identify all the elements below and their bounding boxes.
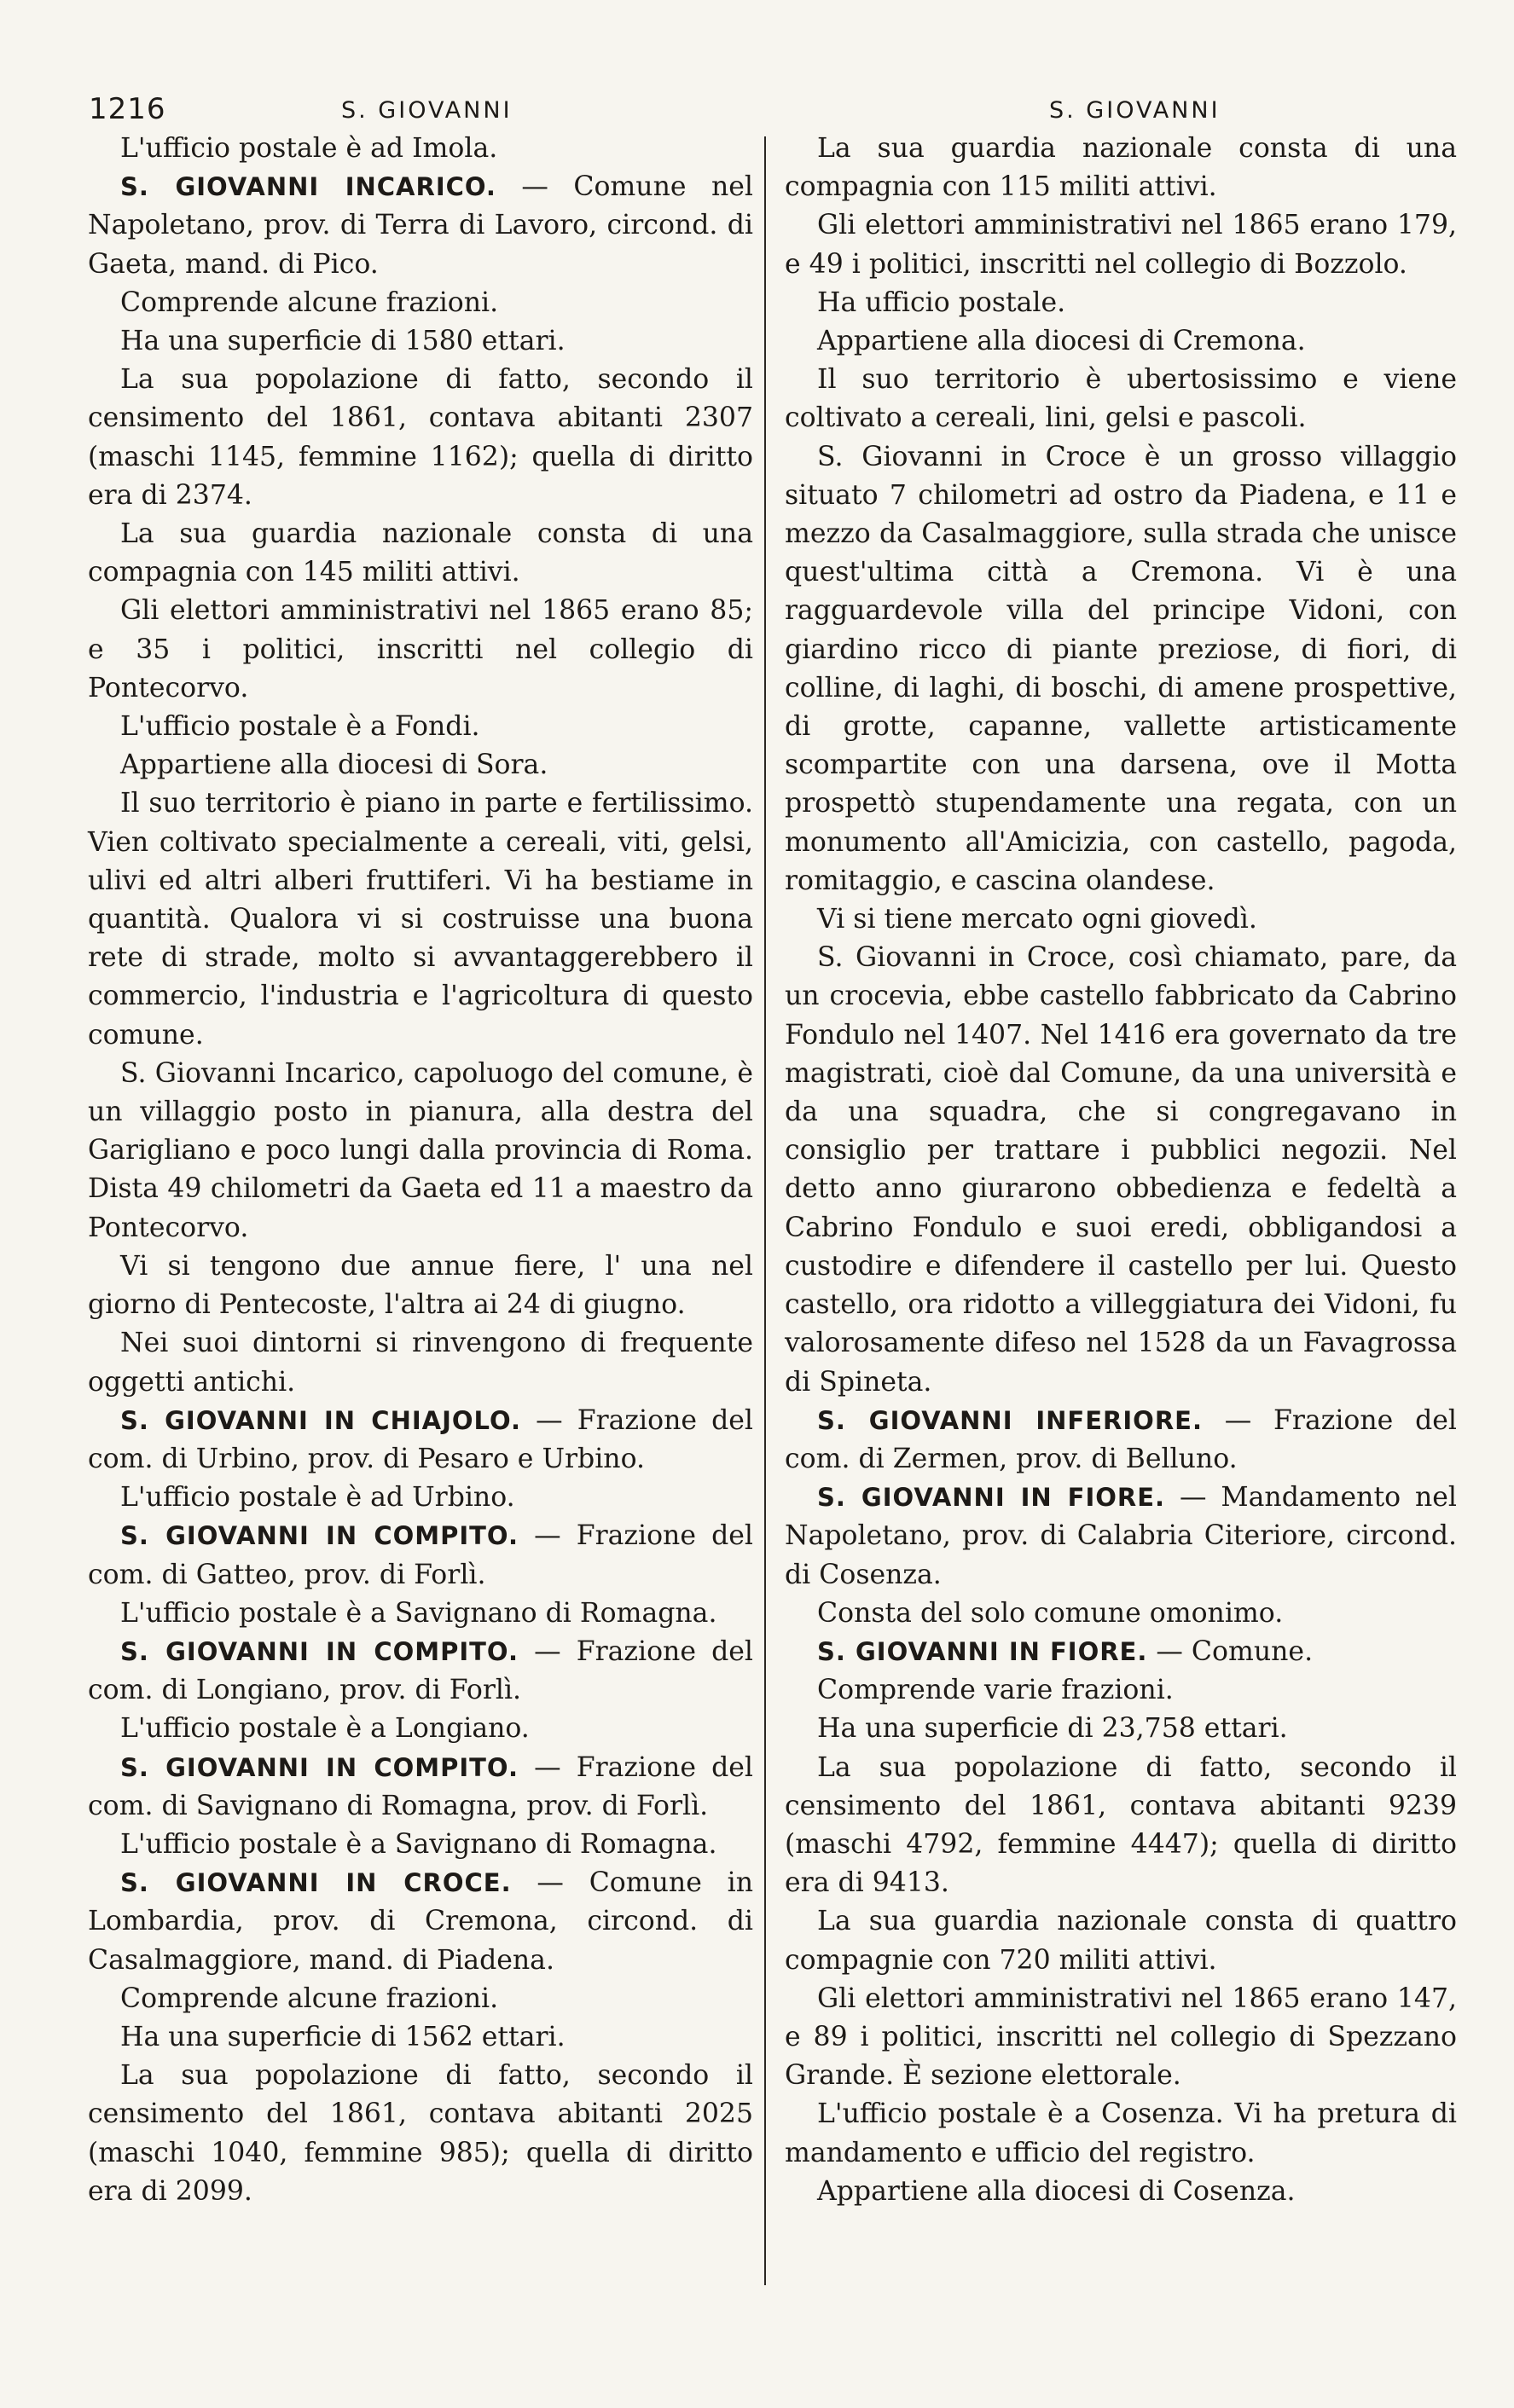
paragraph bbox=[88, 130, 753, 168]
paragraph bbox=[88, 284, 753, 322]
paragraph bbox=[785, 2173, 1457, 2211]
paragraph-text: — Mandamento nel Napoletano, prov. di Calabria Citeriore, circond. di Cosenza. bbox=[785, 1482, 1457, 1590]
paragraph-text: S. Giovanni in Croce è un grosso villaggio situato 7 chilometri ad ostro da Piadena, e 11 e mezzo da Casalmaggiore, sulla strada che unisce quest'ultima città a Cremona. Vi è una ragguardevole villa del principe Vidoni, con giardino ricco di piante preziose, di fiori, di colline, di laghi, di boschi, di amene prospettive, di grotte, capanne, vallette artisticamente scompartite con una darsena, ove il Motta prospettò stupendamente una regata, con un monumento all'Amicizia, con castello, pagoda, romitaggio, e cascina olandese. bbox=[785, 441, 1457, 896]
page-header bbox=[0, 92, 1514, 131]
paragraph-text: Il suo territorio è piano in parte e fertilissimo. Vien coltivato specialmente a cereali, viti, gelsi, ulivi ed altri alberi fruttiferi. Vi ha bestiame in quantità. Qualora vi si costruisse una buona rete di strade, molto si avvantaggerebbero il commercio, l'industria e l'agricoltura di questo comune. bbox=[88, 788, 753, 1051]
paragraph-text: La sua popolazione di fatto, secondo il censimento del 1861, contava abitanti 9239 (maschi 4792, femmine 4447); quella di diritto era di 9413. bbox=[785, 1751, 1457, 1899]
paragraph bbox=[88, 1710, 753, 1748]
paragraph bbox=[88, 2057, 753, 2211]
paragraph bbox=[785, 1710, 1457, 1748]
paragraph-text: — Frazione del com. di Savignano di Romagna, prov. di Forlì. bbox=[88, 1751, 753, 1821]
paragraph-text: — Frazione del com. di Gatteo, prov. di Forlì. bbox=[88, 1520, 753, 1590]
paragraph bbox=[88, 1324, 753, 1401]
entry-paragraph bbox=[785, 1402, 1457, 1479]
paragraph-text: Il suo territorio è ubertosissimo e viene coltivato a cereali, lini, gelsi e pascoli. bbox=[785, 364, 1457, 434]
paragraph-text: L'ufficio postale è ad Imola. bbox=[120, 133, 498, 164]
paragraph-text: Vi si tengono due annue fiere, l' una nel giorno di Pentecoste, l'altra ai 24 di giugno. bbox=[88, 1250, 753, 1321]
entry-paragraph bbox=[785, 1479, 1457, 1595]
running-head-right: S. GIOVANNI bbox=[1049, 97, 1221, 124]
paragraph-text: Ha ufficio postale. bbox=[817, 287, 1066, 318]
paragraph bbox=[785, 2095, 1457, 2172]
paragraph bbox=[88, 2018, 753, 2057]
left-column bbox=[88, 130, 753, 2211]
paragraph-text: L'ufficio postale è a Longiano. bbox=[120, 1713, 530, 1745]
paragraph bbox=[88, 515, 753, 592]
paragraph bbox=[88, 708, 753, 746]
paragraph-text: L'ufficio postale è a Fondi. bbox=[120, 711, 480, 743]
paragraph-text: Comprende varie frazioni. bbox=[817, 1675, 1174, 1706]
paragraph-text: La sua guardia nazionale consta di una compagnia con 145 militi attivi. bbox=[88, 518, 753, 588]
paragraph-text: La sua popolazione di fatto, secondo il censimento del 1861, contava abitanti 2307 (maschi 1145, femmine 1162); quella di diritto era di 2374. bbox=[88, 364, 753, 511]
entry-paragraph bbox=[88, 1517, 753, 1594]
paragraph bbox=[785, 1749, 1457, 1903]
paragraph-text: — Comune in Lombardia, prov. di Cremona, circond. di Casalmaggiore, mand. di Piadena. bbox=[88, 1867, 753, 1976]
paragraph-text: Nei suoi dintorni si rinvengono di frequente oggetti antichi. bbox=[88, 1328, 753, 1398]
entry-paragraph bbox=[88, 1864, 753, 1980]
paragraph-text: Gli elettori amministrativi nel 1865 erano 85; e 35 i politici, inscritti nel collegio di Pontecorvo. bbox=[88, 595, 753, 703]
running-head-left: S. GIOVANNI bbox=[341, 97, 513, 124]
paragraph bbox=[88, 592, 753, 708]
entry-title: S. GIOVANNI IN CROCE. bbox=[120, 1868, 512, 1898]
paragraph-text: Gli elettori amministrativi nel 1865 erano 179, e 49 i politici, inscritti nel collegio di Bozzolo. bbox=[785, 210, 1457, 280]
paragraph bbox=[88, 1595, 753, 1633]
paragraph-text: — Frazione del com. di Zermen, prov. di Belluno. bbox=[785, 1404, 1457, 1474]
paragraph-text: La sua guardia nazionale consta di quattro compagnie con 720 militi attivi. bbox=[785, 1906, 1457, 1976]
entry-title: S. GIOVANNI IN COMPITO. bbox=[120, 1752, 519, 1782]
paragraph bbox=[785, 1671, 1457, 1710]
entry-title: S. GIOVANNI IN FIORE. bbox=[817, 1483, 1166, 1513]
paragraph-text: Ha una superficie di 1580 ettari. bbox=[120, 326, 566, 357]
paragraph-text: — Comune nel Napoletano, prov. di Terra di Lavoro, circond. di Gaeta, mand. di Pico. bbox=[88, 171, 753, 280]
paragraph-text: L'ufficio postale è ad Urbino. bbox=[120, 1482, 515, 1514]
paragraph-text: S. Giovanni in Croce, così chiamato, pare, da un crocevia, ebbe castello fabbricato da Cabrino Fondulo nel 1407. Nel 1416 era governato da tre magistrati, cioè dal Comune, da una università e da una squadra, che si congregavano in consiglio per trattare i pubblici negozii. Nel detto anno giurarono obbedienza e fedeltà a Cabrino Fondulo e suoi eredi, obbligandosi a custodire e difendere il castello per lui. Questo castello, ora ridotto a villeggiatura dei Vidoni, fu valorosamente difeso nel 1528 da un Favagrossa di Spineta. bbox=[785, 942, 1457, 1398]
entry-title: S. GIOVANNI INCARICO. bbox=[120, 172, 496, 202]
paragraph bbox=[88, 1980, 753, 2018]
entry-paragraph bbox=[88, 1633, 753, 1710]
page-number: 1216 bbox=[89, 92, 166, 126]
paragraph bbox=[88, 1479, 753, 1517]
paragraph-text: — Frazione del com. di Urbino, prov. di Pesaro e Urbino. bbox=[88, 1404, 753, 1474]
paragraph bbox=[785, 1595, 1457, 1633]
paragraph-text: La sua popolazione di fatto, secondo il censimento del 1861, contava abitanti 2025 (maschi 1040, femmine 985); quella di diritto era di 2099. bbox=[88, 2060, 753, 2207]
entry-paragraph bbox=[785, 1633, 1457, 1671]
paragraph-text: — Frazione del com. di Longiano, prov. di Forlì. bbox=[88, 1635, 753, 1706]
entry-title: S. GIOVANNI IN COMPITO. bbox=[120, 1636, 519, 1666]
paragraph-text: S. Giovanni Incarico, capoluogo del comune, è un villaggio posto in pianura, alla destra del Garigliano e poco lungi dalla provincia di Roma. Dista 49 chilometri da Gaeta ed 11 a maestro da Pontecorvo. bbox=[88, 1057, 753, 1243]
paragraph bbox=[88, 746, 753, 784]
entry-title: S. GIOVANNI IN FIORE. bbox=[817, 1636, 1148, 1666]
paragraph bbox=[785, 284, 1457, 322]
paragraph bbox=[88, 1247, 753, 1324]
paragraph bbox=[785, 939, 1457, 1401]
entry-title: S. GIOVANNI IN COMPITO. bbox=[120, 1521, 519, 1551]
paragraph-text: — Comune. bbox=[1147, 1635, 1314, 1667]
paragraph-text: L'ufficio postale è a Savignano di Romagna. bbox=[120, 1597, 717, 1629]
entry-title: S. GIOVANNI INFERIORE. bbox=[817, 1405, 1203, 1435]
paragraph bbox=[785, 322, 1457, 361]
paragraph-text: Ha una superficie di 23,758 ettari. bbox=[817, 1713, 1288, 1745]
paragraph bbox=[785, 438, 1457, 900]
paragraph-text: Consta del solo comune omonimo. bbox=[817, 1597, 1284, 1629]
entry-paragraph bbox=[88, 1749, 753, 1826]
paragraph bbox=[785, 130, 1457, 206]
paragraph-text: Gli elettori amministrativi nel 1865 erano 147, e 89 i politici, inscritti nel collegio di Spezzano Grande. È sezione elettorale. bbox=[785, 1983, 1457, 2092]
paragraph bbox=[785, 1902, 1457, 1979]
paragraph-text: La sua guardia nazionale consta di una compagnia con 115 militi attivi. bbox=[785, 133, 1457, 203]
right-column bbox=[785, 130, 1457, 2211]
paragraph-text: L'ufficio postale è a Cosenza. Vi ha pretura di mandamento e ufficio del registro. bbox=[785, 2098, 1457, 2168]
paragraph-text: Appartiene alla diocesi di Sora. bbox=[120, 750, 548, 781]
paragraph-text: Vi si tiene mercato ogni giovedì. bbox=[817, 904, 1257, 935]
paragraph-text: Comprende alcune frazioni. bbox=[120, 287, 499, 318]
column-divider bbox=[764, 136, 766, 2285]
paragraph bbox=[88, 361, 753, 515]
paragraph-text: Comprende alcune frazioni. bbox=[120, 1983, 499, 2014]
paragraph bbox=[88, 1055, 753, 1247]
entry-title: S. GIOVANNI IN CHIAJOLO. bbox=[120, 1405, 521, 1435]
entry-paragraph bbox=[88, 1402, 753, 1479]
paragraph-text: Appartiene alla diocesi di Cremona. bbox=[817, 326, 1306, 357]
entry-paragraph bbox=[88, 168, 753, 284]
paragraph bbox=[88, 1826, 753, 1864]
paragraph bbox=[785, 361, 1457, 437]
paragraph bbox=[785, 900, 1457, 939]
paragraph-text: L'ufficio postale è a Savignano di Romagna. bbox=[120, 1828, 717, 1860]
paragraph-text: Appartiene alla diocesi di Cosenza. bbox=[817, 2175, 1296, 2207]
paragraph-text: Ha una superficie di 1562 ettari. bbox=[120, 2021, 566, 2052]
paragraph bbox=[785, 1980, 1457, 2096]
paragraph bbox=[88, 322, 753, 361]
paragraph bbox=[785, 206, 1457, 283]
paragraph bbox=[88, 784, 753, 1054]
